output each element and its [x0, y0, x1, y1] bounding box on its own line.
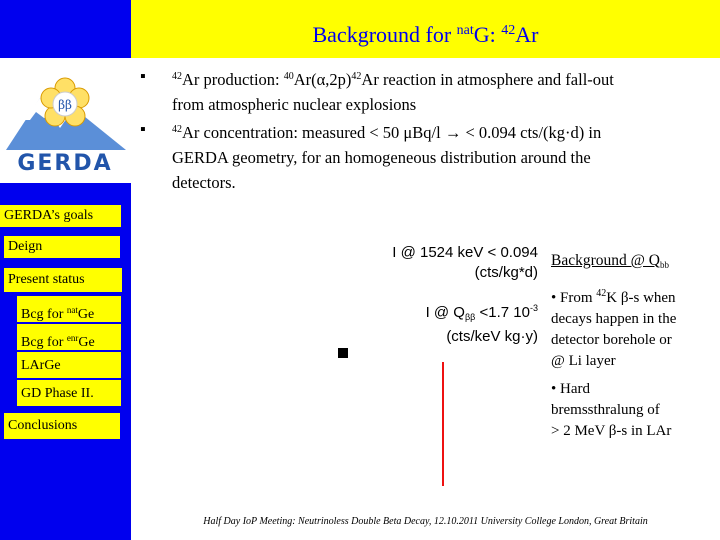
- logo-caption: GERDA: [17, 151, 113, 176]
- line-qbb-limit: I @ $Q_{\beta\beta} <1.7$ $10^{-3}$ (cts/keV kg·y): [425, 303, 538, 345]
- logo-center-text: ββ: [58, 98, 72, 112]
- nav-bcg-enr-ge[interactable]: Bcg for $^{enr}$Ge: [17, 324, 121, 350]
- bullet-list: [140, 64, 700, 195]
- footer-text: Half Day IoP Meeting: Neutrinoless Double Beta Decay, 12.10.2011 University College London, Great Britain: [203, 516, 648, 527]
- gerda-logo-icon: [0, 58, 131, 183]
- gerda-logo: [0, 58, 131, 183]
- nav-present-status[interactable]: Present status: [4, 268, 122, 292]
- red-marker-line: [442, 362, 444, 486]
- bullet-item: [140, 64, 700, 117]
- slide-title: Background for $^{nat}$G: $^{42}$Ar: [312, 22, 539, 47]
- right-bullet-bremsstrahlung: • Hard bremssthralung of > 2 MeV β-s in LAr: [551, 381, 672, 439]
- bullet-text: $^{42}$Ar concentration: measured < 50 μBq/l → < 0.094 cts/(kg·d) in GERDA geometry, for an homogeneous distribution around the detectors.: [172, 123, 602, 192]
- background-heading: Background @ $Q_{bb}$: [551, 252, 669, 270]
- bullet-text: $^{42}$Ar production: $^{40}Ar(\alpha,2p)^{42}Ar$ reaction in atmosphere and fall-out from atmospheric nuclear explosions: [172, 70, 614, 114]
- line-1524-limit: I @ 1524 keV < 0.094 (cts/kg*d): [392, 244, 538, 281]
- right-bullet-k42: • From $^{42}$K β-s when decays happen in the detector borehole or @ Li layer: [551, 288, 677, 369]
- nav-bcg-nat-ge[interactable]: Bcg for $^{nat}$Ge: [17, 296, 121, 322]
- nav-large[interactable]: LArGe: [17, 352, 121, 378]
- nav-conclusions[interactable]: Conclusions: [4, 413, 120, 439]
- nav-deign[interactable]: Deign: [4, 236, 120, 258]
- nav-gd-phase-ii[interactable]: GD Phase II.: [17, 380, 121, 406]
- bullet-item: [140, 117, 700, 195]
- bullet-icon: ▪: [140, 68, 146, 85]
- nav-gerda-goals[interactable]: GERDA’s goals: [0, 205, 121, 227]
- bullet-icon: ▪: [140, 121, 146, 138]
- checkbox-bullet-icon: [338, 348, 348, 358]
